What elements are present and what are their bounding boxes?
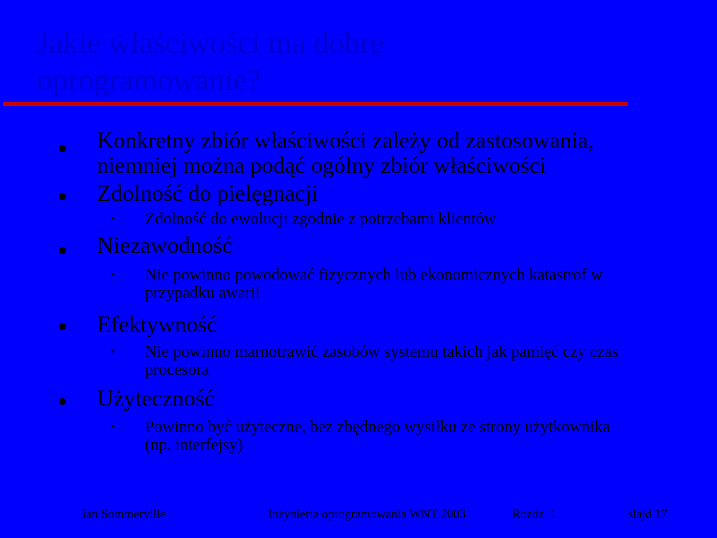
slide-title-line-1: Jakie właściwości ma dobre <box>37 25 384 60</box>
bullet-line: Konkretny zbiór właściwości zależy od zastosowania, <box>97 128 594 153</box>
footer-author: Ian Sommerville <box>82 507 166 521</box>
sub-bullet-text <box>145 418 610 454</box>
sub-bullet-text <box>145 266 603 302</box>
bullet-text-maintainability: Zdolność do pielęgnacji <box>97 181 318 206</box>
sub-bullet-text <box>145 343 618 379</box>
sub-bullet-line: Powinno być użyteczne, bez zbędnego wysiłku ze strony użytkownika <box>145 417 611 436</box>
bullet-dot <box>59 247 66 254</box>
bullet-dot <box>59 193 66 200</box>
sub-bullet-line: Zdolność do ewolucji zgodnie z potrzebami klientów <box>145 209 496 228</box>
bullet-dot <box>59 398 66 405</box>
sub-bullet-glyph: • <box>111 269 115 281</box>
sub-bullet-glyph: • <box>111 421 115 433</box>
sub-bullet-line: Nie powinno powodować fizycznych lub ekonomicznych katastrof w <box>145 265 603 284</box>
bullet-dot <box>59 323 66 330</box>
sub-bullet-glyph: • <box>111 213 115 225</box>
sub-bullet-text <box>145 210 496 228</box>
sub-bullet-line: przypadku awarii <box>145 283 260 302</box>
slide-title-line-2: oprogramowanie? <box>37 62 261 97</box>
footer-slide-number: slajd 17 <box>628 507 668 521</box>
footer-chapter: Rozdz. 1 <box>512 507 557 521</box>
slide-title <box>37 24 384 98</box>
bullet-text-reliability: Niezawodność <box>97 233 233 258</box>
bullet-text-context <box>97 128 594 178</box>
sub-bullet-glyph: • <box>111 346 115 358</box>
title-underline-rule <box>3 102 628 106</box>
footer-course: Inżynieria oprogramowania WNT 2003 <box>268 507 466 521</box>
bullet-text-usability: Użyteczność <box>97 386 215 411</box>
sub-bullet-line: Nie powinno marnotrawić zasobów systemu takich jak pamięć czy czas <box>145 342 619 361</box>
bullet-dot <box>59 145 66 152</box>
bullet-line: niemniej można podąć ogólny zbiór właściwości <box>97 153 547 178</box>
sub-bullet-line: (np. interfejsy) <box>145 435 244 454</box>
bullet-text-efficiency: Efektywność <box>97 312 218 337</box>
sub-bullet-line: procesora <box>145 360 210 379</box>
